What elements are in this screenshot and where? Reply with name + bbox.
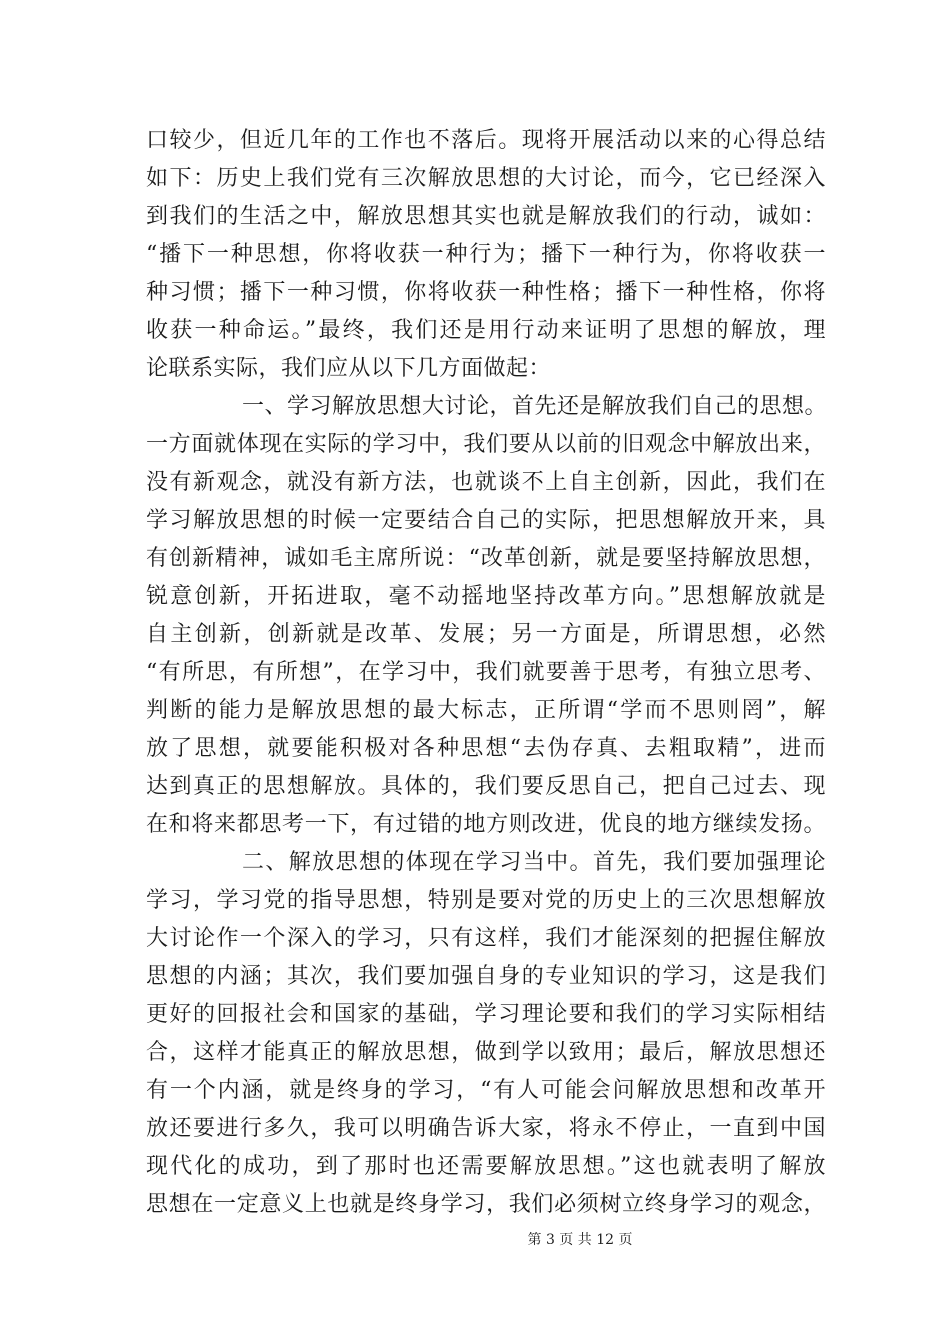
body-line-2: 如下：历史上我们党有三次解放思想的大讨论，而今，它已经深入 [146, 166, 826, 191]
body-line-24: 更好的回报社会和国家的基础，学习理论要和我们的学习实际相结 [146, 1002, 826, 1027]
body-line-25: 合，这样才能真正的解放思想，做到学以致用；最后，解放思想还 [146, 1040, 826, 1065]
body-line-14: 自主创新，创新就是改革、发展；另一方面是，所谓思想，必然 [146, 622, 826, 647]
body-line-3: 到我们的生活之中，解放思想其实也就是解放我们的行动，诚如： [146, 204, 826, 229]
body-line-29: 思想在一定意义上也就是终身学习，我们必须树立终身学习的观念， [146, 1192, 826, 1217]
body-line-23: 思想的内涵；其次，我们要加强自身的专业知识的学习，这是我们 [146, 964, 826, 989]
body-line-16: 判断的能力是解放思想的最大标志，正所谓“学而不思则罔”，解 [146, 698, 826, 723]
body-line-12: 有创新精神，诚如毛主席所说：“改革创新，就是要坚持解放思想， [146, 546, 826, 571]
body-line-1: 口较少，但近几年的工作也不落后。现将开展活动以来的心得总结 [146, 128, 826, 153]
body-line-28: 现代化的成功，到了那时也还需要解放思想。”这也就表明了解放 [146, 1154, 826, 1179]
body-line-19: 在和将来都思考一下，有过错的地方则改进，优良的地方继续发扬。 [146, 812, 826, 837]
body-line-9: 一方面就体现在实际的学习中，我们要从以前的旧观念中解放出来， [146, 432, 826, 457]
body-line-21: 学习，学习党的指导思想，特别是要对党的历史上的三次思想解放 [146, 888, 826, 913]
body-line-11: 学习解放思想的时候一定要结合自己的实际，把思想解放开来，具 [146, 508, 826, 533]
body-line-6: 收获一种命运。”最终，我们还是用行动来证明了思想的解放，理 [146, 318, 826, 343]
body-line-7: 论联系实际，我们应从以下几方面做起： [146, 356, 552, 381]
body-line-27: 放还要进行多久，我可以明确告诉大家，将永不停止，一直到中国 [146, 1116, 826, 1141]
body-line-15: “有所思，有所想”，在学习中，我们就要善于思考，有独立思考、 [146, 660, 826, 685]
body-line-18: 达到真正的思想解放。具体的，我们要反思自己，把自己过去、现 [146, 774, 826, 799]
body-line-17: 放了思想，就要能积极对各种思想“去伪存真、去粗取精”，进而 [146, 736, 826, 761]
body-line-13: 锐意创新，开拓进取，毫不动摇地坚持改革方向。”思想解放就是 [146, 584, 826, 609]
body-line-10: 没有新观念，就没有新方法，也就谈不上自主创新，因此，我们在 [146, 470, 826, 495]
body-line-26: 有一个内涵，就是终身的学习，“有人可能会问解放思想和改革开 [146, 1078, 826, 1103]
section-two-heading-line: 二、解放思想的体现在学习当中。首先，我们要加强理论 [242, 850, 826, 875]
section-one-heading-line: 一、学习解放思想大讨论，首先还是解放我们自己的思想。 [242, 394, 828, 419]
body-line-4: “播下一种思想，你将收获一种行为；播下一种行为，你将收获一 [146, 242, 826, 267]
body-line-5: 种习惯；播下一种习惯，你将收获一种性格；播下一种性格，你将 [146, 280, 826, 305]
body-line-22: 大讨论作一个深入的学习，只有这样，我们才能深刻的把握住解放 [146, 926, 826, 951]
page-number-footer: 第 3 页 共 12 页 [527, 1232, 633, 1248]
